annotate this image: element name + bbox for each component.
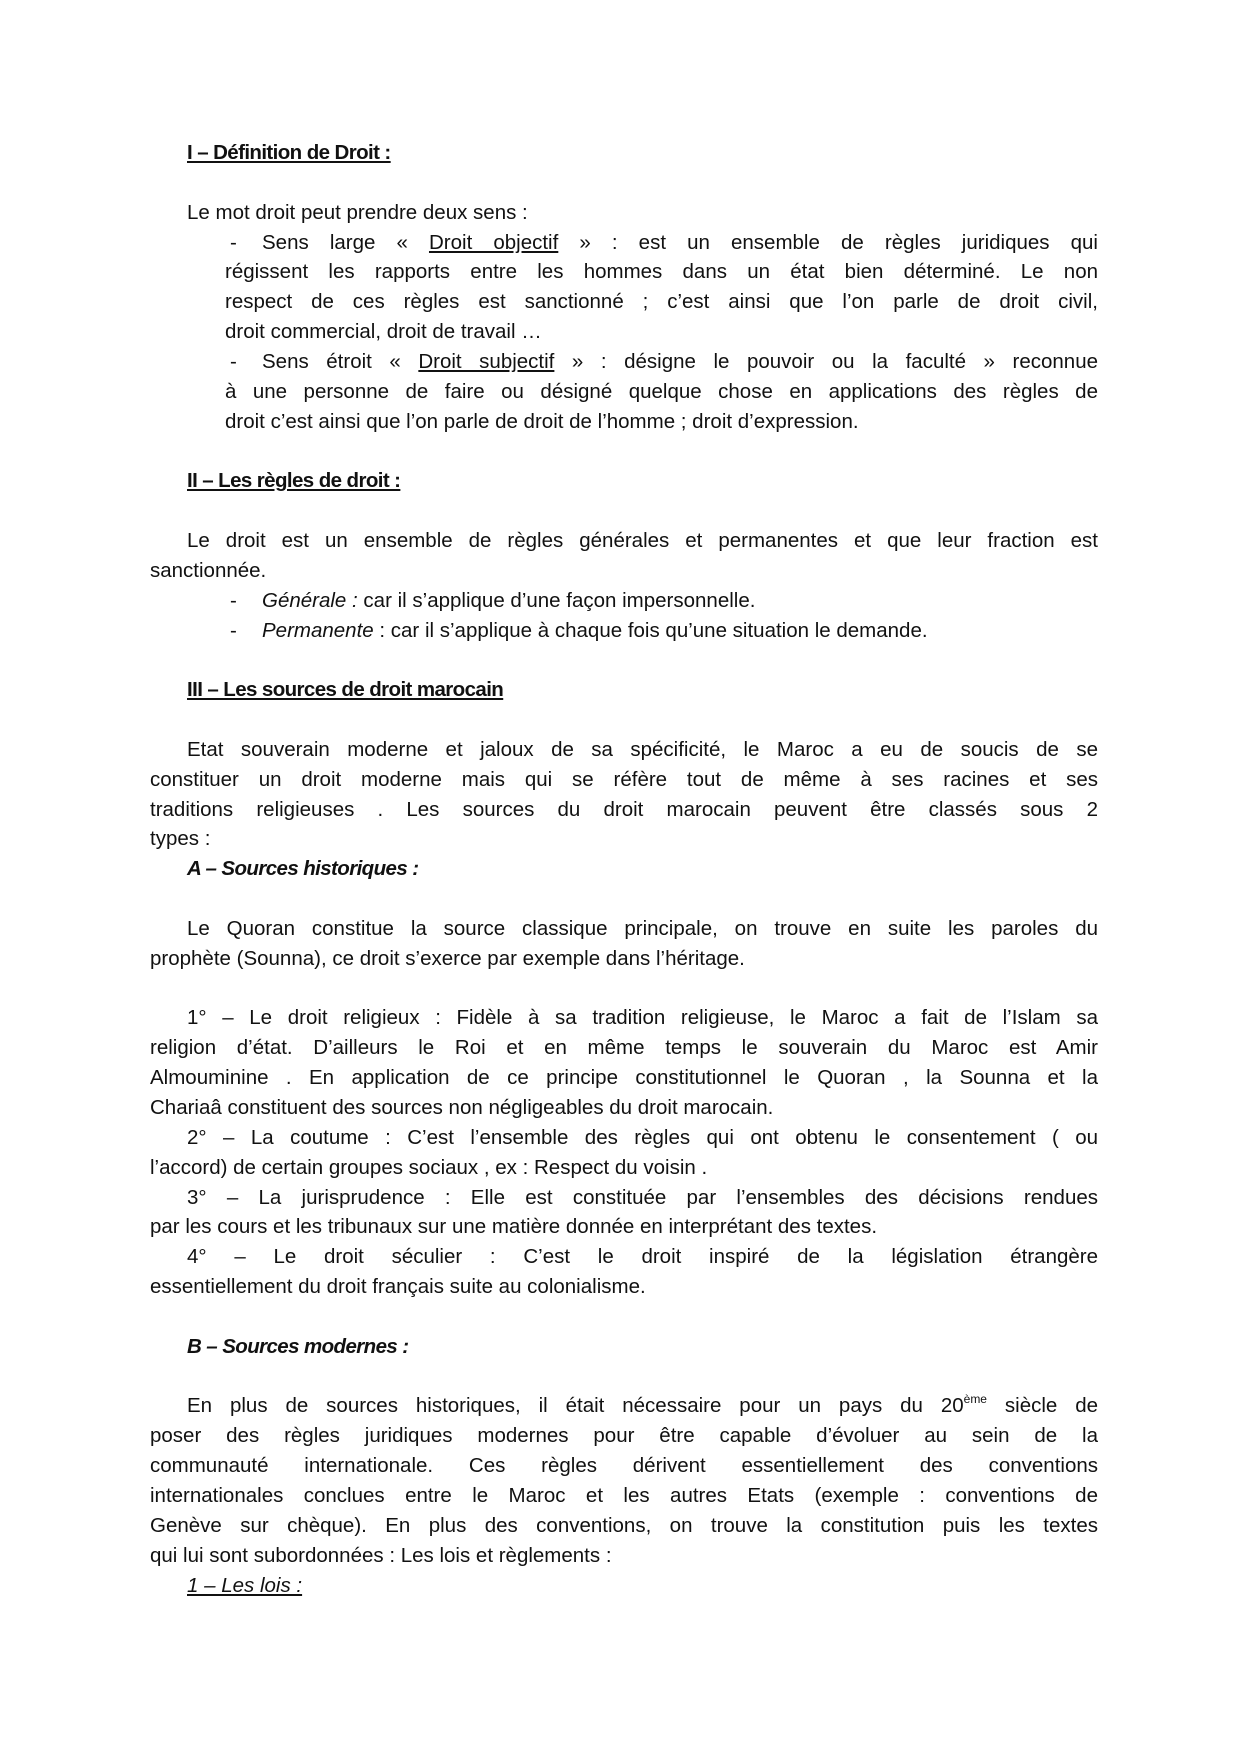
paragraph-line <box>150 1183 1098 1213</box>
blank-line <box>150 1362 1098 1392</box>
text-segment: 1° – Le droit religieux : Fidèle à sa tradition religieuse, le Maroc a fait de l’Islam sa <box>187 1006 1098 1030</box>
text-segment: Etat souverain moderne et jaloux de sa spécificité, le Maroc a eu de soucis de se <box>187 737 1098 761</box>
text-segment: 2° – La coutume : C’est l’ensemble des règles qui ont obtenu le consentement ( ou <box>187 1125 1098 1149</box>
paragraph-line <box>150 1451 1098 1481</box>
paragraph-line <box>150 556 1098 586</box>
text-segment: Genève sur chèque). En plus des conventions, on trouve la constitution puis les textes <box>150 1513 1098 1537</box>
italic-term: Permanente <box>262 618 374 642</box>
bullet-continuation <box>150 257 1098 287</box>
text-segment: 3° – La jurisprudence : Elle est constituée par l’ensembles des décisions rendues <box>187 1185 1098 1209</box>
text-segment: droit c’est ainsi que l’on parle de droit de l’homme ; droit d’expression. <box>225 409 859 433</box>
bullet-item <box>150 347 1098 377</box>
text-segment: Le Quoran constitue la source classique principale, on trouve en suite les paroles du <box>187 916 1098 940</box>
section-heading <box>150 675 1098 705</box>
paragraph-line <box>150 1003 1098 1033</box>
text-segment: l’accord) de certain groupes sociaux , ex : Respect du voisin . <box>150 1155 708 1179</box>
text-segment: internationales conclues entre le Maroc et les autres Etats (exemple : conventions de <box>150 1483 1098 1507</box>
bullet-item <box>150 228 1098 258</box>
text-segment: Almouminine . En application de ce principe constitutionnel le Quoran , la Sounna et la <box>150 1066 1098 1090</box>
text-segment: droit commercial, droit de travail … <box>225 320 542 344</box>
text-segment: constituer un droit moderne mais qui se réfère tout de même à ses racines et ses <box>150 767 1098 791</box>
blank-line <box>150 645 1098 675</box>
blank-line <box>150 1302 1098 1332</box>
text-segment: prophète (Sounna), ce droit s’exerce par exemple dans l’héritage. <box>150 946 745 970</box>
text-segment: traditions religieuses . Les sources du droit marocain peuvent être classés sous 2 <box>150 797 1098 821</box>
text-segment: régissent les rapports entre les hommes dans un état bien déterminé. Le non <box>225 260 1098 284</box>
paragraph-line <box>150 1033 1098 1063</box>
text-segment: communauté internationale. Ces règles dérivent essentiellement des conventions <box>150 1454 1098 1478</box>
text-segment: III – Les sources de droit marocain <box>187 678 504 702</box>
text-segment: qui lui sont subordonnées : Les lois et règlements : <box>150 1543 612 1567</box>
blank-line <box>150 705 1098 735</box>
bullet-dash-icon: - <box>230 618 237 642</box>
bullet-item <box>150 616 1098 646</box>
text-segment: » : désigne le pouvoir ou la faculté » reconnue <box>554 349 1098 373</box>
blank-line <box>150 436 1098 466</box>
text-segment: par les cours et les tribunaux sur une matière donnée en interprétant des textes. <box>150 1215 878 1239</box>
text-segment: car il s’applique d’une façon impersonnelle. <box>357 588 756 612</box>
paragraph-line <box>150 914 1098 944</box>
bullet-continuation <box>150 317 1098 347</box>
text-segment: A – Sources historiques : <box>187 857 419 881</box>
text-segment: essentiellement du droit français suite au colonialisme. <box>150 1275 646 1299</box>
subsection-heading <box>150 854 1098 884</box>
paragraph-line <box>150 1511 1098 1541</box>
blank-line <box>150 884 1098 914</box>
paragraph-line <box>150 1421 1098 1451</box>
text-segment: Sens étroit « <box>262 349 419 373</box>
superscript: ème <box>963 1392 987 1407</box>
paragraph-line <box>150 1123 1098 1153</box>
paragraph-line <box>150 944 1098 974</box>
paragraph-line <box>150 1481 1098 1511</box>
bullet-continuation <box>150 407 1098 437</box>
text-segment: » : est un ensemble de règles juridiques qui <box>558 230 1098 254</box>
paragraph-line <box>150 1541 1098 1571</box>
text-segment: siècle de <box>986 1394 1098 1418</box>
paragraph-line <box>150 735 1098 765</box>
text-segment: Chariaâ constituent des sources non négligeables du droit marocain. <box>150 1096 774 1119</box>
text-segment: B – Sources modernes : <box>187 1334 409 1358</box>
text-segment: En plus de sources historiques, il était nécessaire pour un pays du 20 <box>187 1394 964 1418</box>
paragraph-line <box>150 1272 1098 1302</box>
paragraph-line <box>150 1212 1098 1242</box>
underlined-term: Droit objectif <box>428 230 559 254</box>
section-heading <box>150 466 1098 496</box>
text-segment: Sens large « <box>262 230 429 254</box>
text-segment: II – Les règles de droit : <box>187 469 401 493</box>
blank-line <box>150 974 1098 1004</box>
text-segment: Le mot droit peut prendre deux sens : <box>187 200 528 224</box>
paragraph-line <box>150 1242 1098 1272</box>
text-segment: à une personne de faire ou désigné quelque chose en applications des règles de <box>225 379 1098 403</box>
subsection-heading <box>150 1332 1098 1362</box>
document-page <box>150 138 1098 1600</box>
bullet-continuation <box>150 287 1098 317</box>
paragraph-line <box>150 1063 1098 1093</box>
text-segment: I – Définition de Droit : <box>187 141 391 164</box>
paragraph-line <box>150 526 1098 556</box>
italic-term: Générale : <box>262 588 358 612</box>
bullet-dash-icon: - <box>230 349 237 373</box>
section-heading <box>150 138 1098 168</box>
italic-underlined-heading: 1 – Les lois : <box>187 1573 303 1597</box>
text-segment: respect de ces règles est sanctionné ; c’est ainsi que l’on parle de droit civil, <box>225 290 1098 314</box>
blank-line <box>150 496 1098 526</box>
paragraph-line <box>150 1093 1098 1123</box>
text-segment: poser des règles juridiques modernes pour être capable d’évoluer au sein de la <box>150 1424 1098 1448</box>
paragraph-line <box>150 824 1098 854</box>
blank-line <box>150 168 1098 198</box>
paragraph-line <box>150 198 1098 228</box>
paragraph-line <box>150 1391 1098 1421</box>
bullet-dash-icon: - <box>230 588 237 612</box>
paragraph-line <box>150 1571 1098 1601</box>
underlined-term: Droit subjectif <box>418 349 555 373</box>
bullet-continuation <box>150 377 1098 407</box>
text-segment: types : <box>150 827 211 851</box>
bullet-item <box>150 586 1098 616</box>
text-segment: religion d’état. D’ailleurs le Roi et en même temps le souverain du Maroc est Amir <box>150 1036 1098 1060</box>
text-segment: : car il s’applique à chaque fois qu’une situation le demande. <box>373 618 928 642</box>
text-segment: sanctionnée. <box>150 558 267 582</box>
paragraph-line <box>150 1153 1098 1183</box>
bullet-dash-icon: - <box>230 230 237 254</box>
text-segment: Le droit est un ensemble de règles générales et permanentes et que leur fraction est <box>187 528 1098 552</box>
paragraph-line <box>150 765 1098 795</box>
paragraph-line <box>150 795 1098 825</box>
text-segment: 4° – Le droit séculier : C’est le droit inspiré de la législation étrangère <box>187 1245 1098 1269</box>
